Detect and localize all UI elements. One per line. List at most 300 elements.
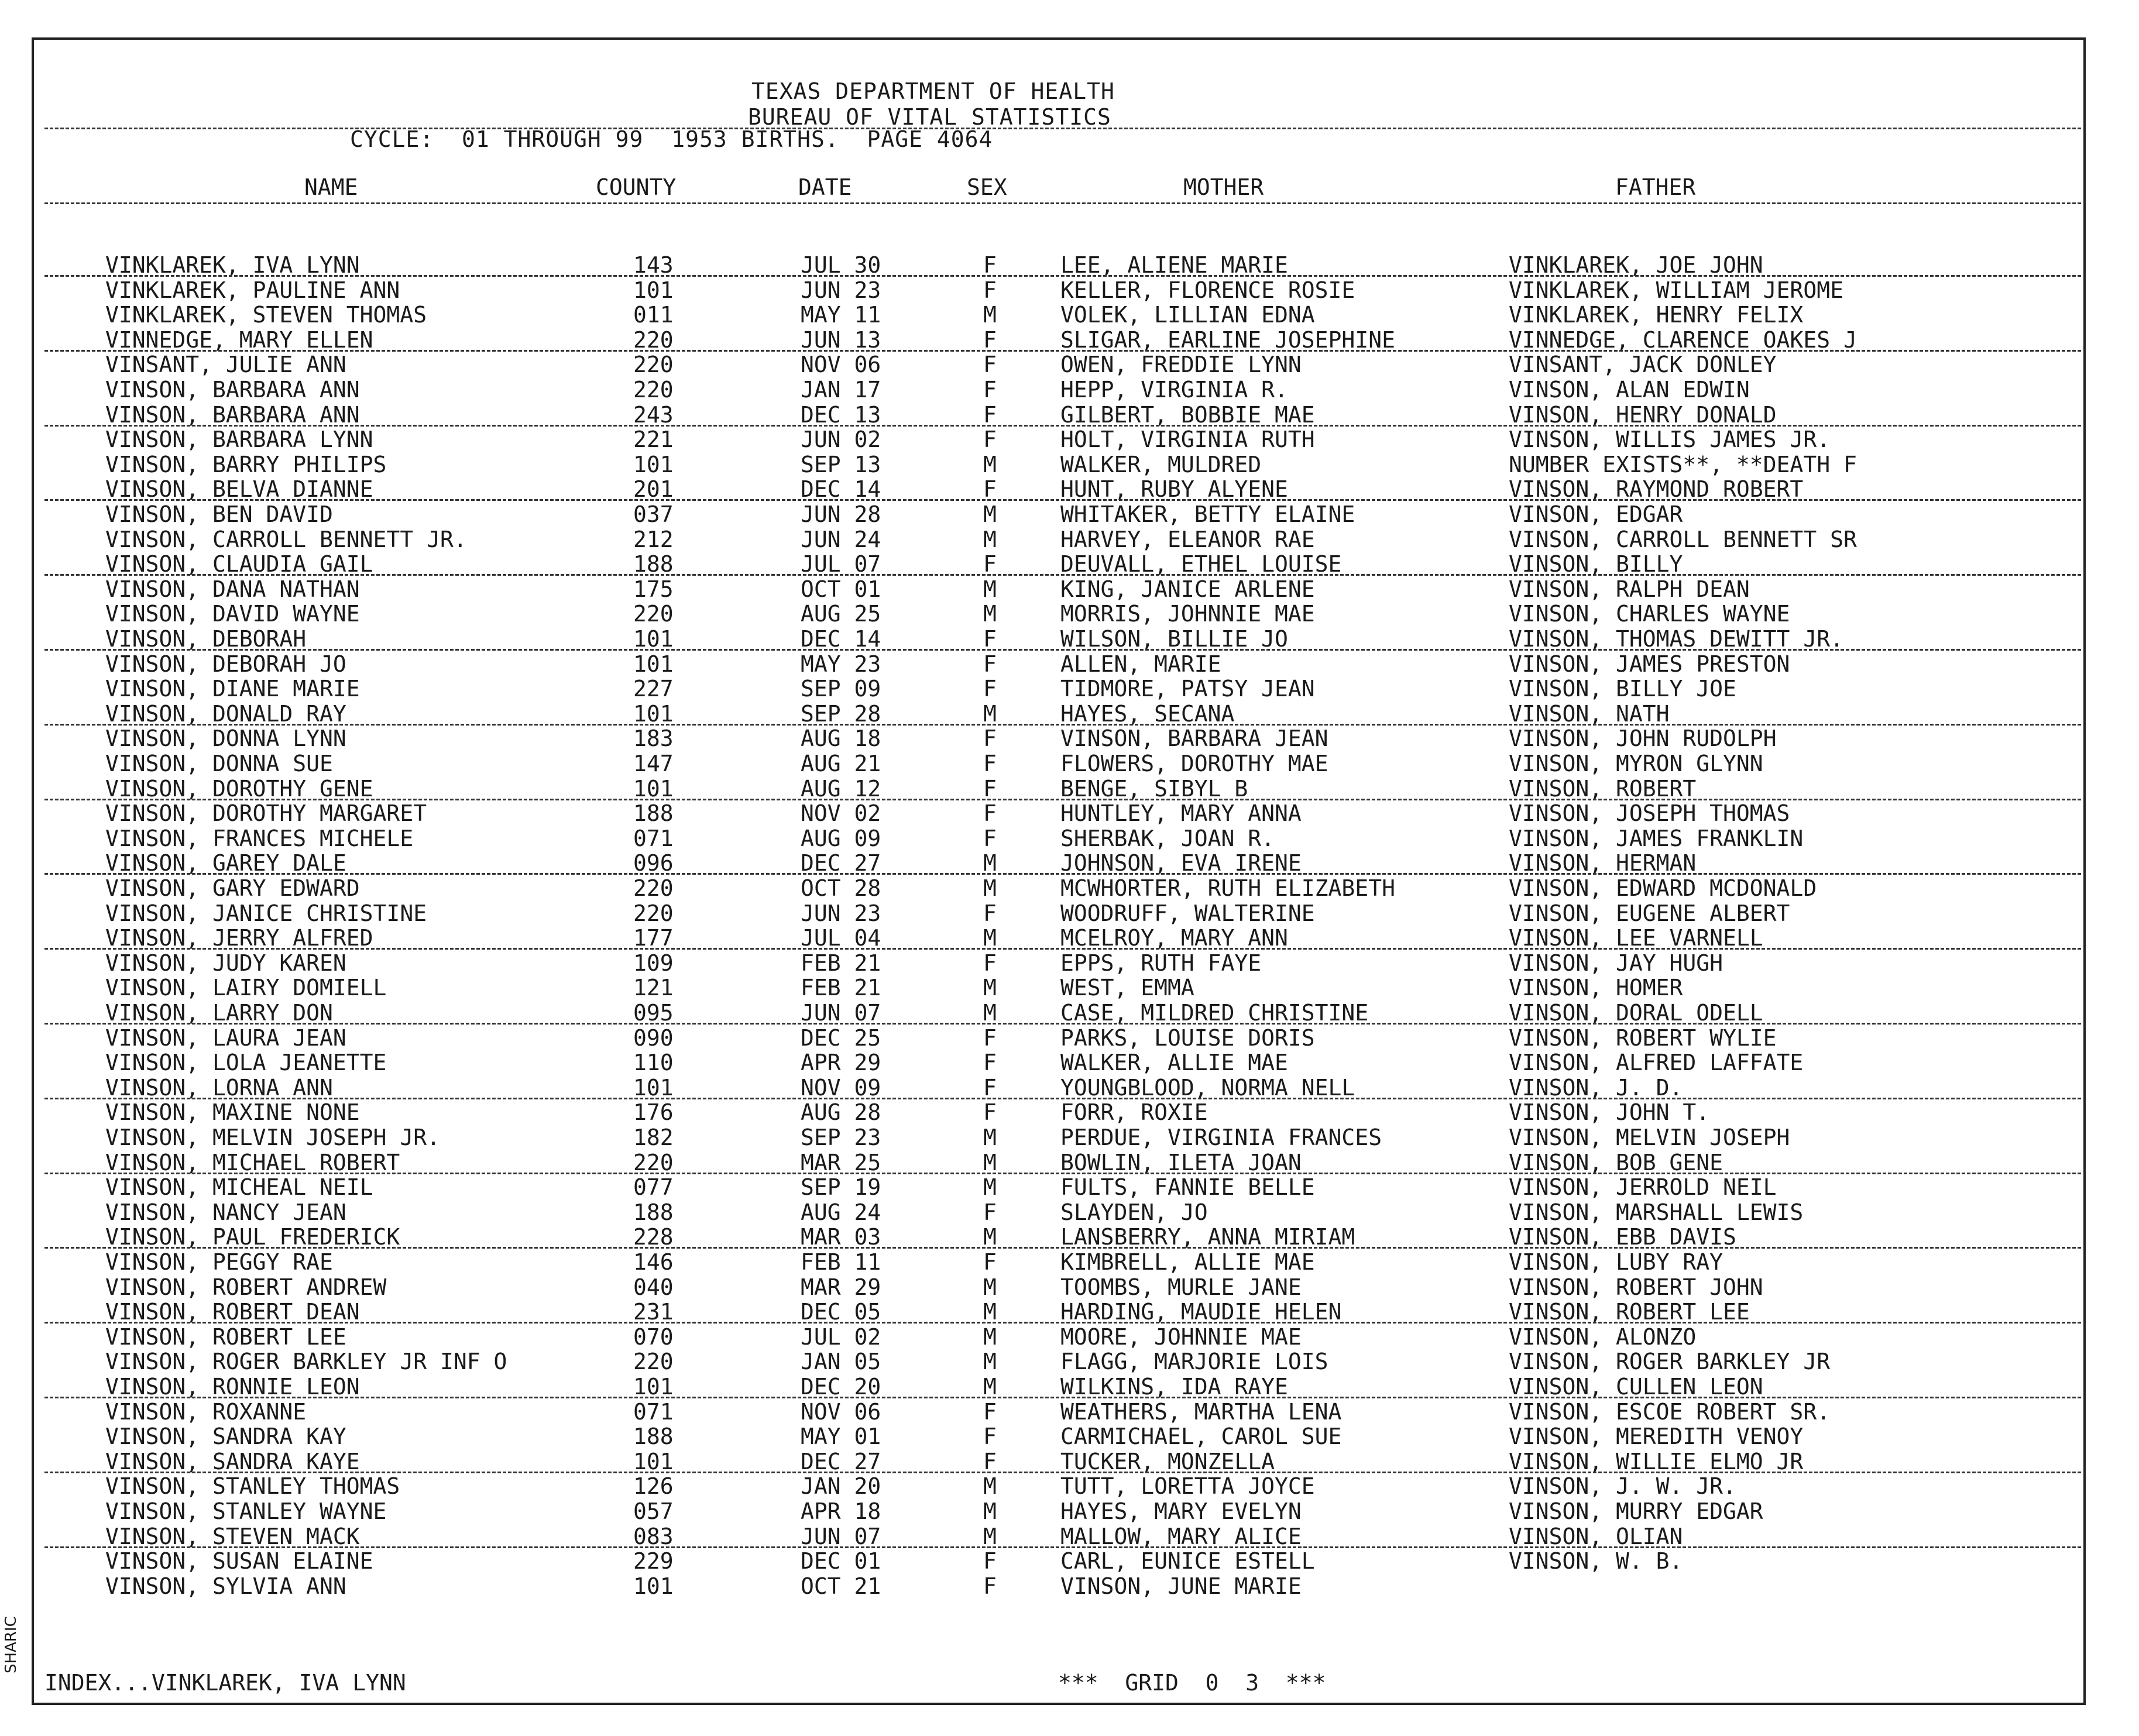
- cell-mother: HAYES, SECANA: [1060, 700, 1235, 727]
- cell-date: DEC 14: [801, 476, 881, 503]
- table-row: [0, 1075, 2139, 1101]
- cell-father: VINSON, ROBERT JOHN: [1509, 1274, 1763, 1300]
- cell-sex: F: [983, 427, 997, 453]
- cell-sex: M: [983, 1374, 997, 1400]
- cell-father: VINNEDGE, CLARENCE OAKES J: [1509, 326, 1857, 353]
- cell-sex: F: [983, 1548, 997, 1575]
- cell-county: 188: [633, 800, 674, 827]
- cell-date: DEC 13: [801, 401, 881, 428]
- cell-father: VINSON, CULLEN LEON: [1509, 1374, 1763, 1400]
- cell-father: VINSON, JOSEPH THOMAS: [1509, 800, 1790, 827]
- table-row: [0, 776, 2139, 802]
- table-row: [0, 1300, 2139, 1325]
- cell-mother: VOLEK, LILLIAN EDNA: [1060, 302, 1315, 328]
- cell-date: DEC 25: [801, 1025, 881, 1051]
- cell-father: VINSON, ESCOE ROBERT SR.: [1509, 1398, 1831, 1425]
- cell-name: VINSON, ROXANNE: [105, 1398, 307, 1425]
- table-row: [0, 1250, 2139, 1275]
- cell-county: 227: [633, 676, 674, 702]
- cell-county: 121: [633, 975, 674, 1001]
- cell-date: AUG 12: [801, 775, 881, 802]
- cell-name: VINSON, STANLEY THOMAS: [105, 1473, 400, 1500]
- cell-father: VINSON, ALFRED LAFFATE: [1509, 1050, 1804, 1076]
- cell-date: JUN 13: [801, 326, 881, 353]
- cell-date: DEC 05: [801, 1299, 881, 1325]
- cell-county: 220: [633, 601, 674, 627]
- cell-mother: HEPP, VIRGINIA R.: [1060, 377, 1288, 403]
- table-row: [0, 253, 2139, 278]
- table-row: [0, 1125, 2139, 1150]
- table-row: [0, 403, 2139, 428]
- cell-sex: M: [983, 302, 997, 328]
- table-row: [0, 876, 2139, 901]
- table-row: [0, 527, 2139, 552]
- cell-sex: M: [983, 1149, 997, 1175]
- cell-name: VINSON, LAIRY DOMIELL: [105, 975, 387, 1001]
- cell-father: VINSON, JAMES FRANKLIN: [1509, 825, 1804, 851]
- cell-name: VINSON, MAXINE NONE: [105, 1099, 360, 1126]
- cell-name: VINSON, BARBARA ANN: [105, 377, 360, 403]
- cell-county: 057: [633, 1498, 674, 1524]
- table-row: [0, 702, 2139, 727]
- cell-father: VINSON, BILLY: [1509, 551, 1683, 577]
- cell-date: MAR 25: [801, 1149, 881, 1175]
- table-row: [0, 1225, 2139, 1250]
- cell-father: VINSON, ROBERT WYLIE: [1509, 1025, 1777, 1051]
- table-row: [0, 278, 2139, 303]
- cell-father: VINSON, DORAL ODELL: [1509, 1000, 1763, 1026]
- row-group-rule: [44, 724, 2081, 726]
- cell-county: 231: [633, 1299, 674, 1325]
- cell-sex: M: [983, 1523, 997, 1549]
- cell-name: VINSON, CARROLL BENNETT JR.: [105, 526, 467, 552]
- cell-county: 090: [633, 1025, 674, 1051]
- cell-date: AUG 21: [801, 751, 881, 776]
- cell-mother: JOHNSON, EVA IRENE: [1060, 850, 1302, 876]
- cell-mother: LEE, ALIENE MARIE: [1060, 252, 1288, 278]
- cell-name: VINKLAREK, IVA LYNN: [105, 252, 360, 278]
- table-row: [0, 377, 2139, 403]
- cell-date: SEP 13: [801, 451, 881, 477]
- cell-name: VINSON, LORNA ANN: [105, 1074, 333, 1101]
- col-county-header: COUNTY: [596, 174, 677, 200]
- cell-father: VINSON, ALONZO: [1509, 1324, 1697, 1350]
- cell-mother: WHITAKER, BETTY ELAINE: [1060, 501, 1355, 527]
- cell-father: VINSON, LUBY RAY: [1509, 1249, 1723, 1275]
- row-group-rule: [44, 1472, 2081, 1473]
- cell-mother: PARKS, LOUISE DORIS: [1060, 1025, 1315, 1051]
- cell-date: MAY 23: [801, 651, 881, 677]
- table-row: [0, 601, 2139, 627]
- index-label: INDEX...VINKLAREK, IVA LYNN: [44, 1670, 406, 1696]
- cell-date: FEB 11: [801, 1249, 881, 1275]
- cell-name: VINSON, ROBERT DEAN: [105, 1299, 360, 1325]
- row-group-rule: [44, 1546, 2081, 1548]
- cell-name: VINNEDGE, MARY ELLEN: [105, 326, 373, 353]
- cell-sex: F: [983, 1398, 997, 1425]
- cell-date: OCT 01: [801, 576, 881, 602]
- cell-sex: F: [983, 800, 997, 827]
- cell-mother: ALLEN, MARIE: [1060, 651, 1221, 677]
- cell-county: 228: [633, 1224, 674, 1250]
- cell-county: 243: [633, 401, 674, 428]
- cell-name: VINSON, DEBORAH: [105, 626, 307, 652]
- cell-county: 101: [633, 700, 674, 727]
- cell-mother: SLIGAR, EARLINE JOSEPHINE: [1060, 326, 1395, 353]
- cell-county: 109: [633, 950, 674, 976]
- cell-sex: M: [983, 1000, 997, 1026]
- cell-county: 220: [633, 900, 674, 926]
- cell-date: DEC 20: [801, 1374, 881, 1400]
- column-header-rule: [44, 202, 2081, 204]
- cell-county: 188: [633, 1424, 674, 1450]
- table-row: [0, 1050, 2139, 1075]
- cell-sex: F: [983, 1448, 997, 1474]
- table-row: [0, 1374, 2139, 1400]
- cell-county: 101: [633, 651, 674, 677]
- cell-mother: HUNTLEY, MARY ANNA: [1060, 800, 1302, 827]
- cell-father: VINSON, JAY HUGH: [1509, 950, 1723, 976]
- cell-father: VINSON, JAMES PRESTON: [1509, 651, 1790, 677]
- cell-father: VINSON, JOHN T.: [1509, 1099, 1710, 1126]
- cell-county: 077: [633, 1174, 674, 1201]
- cell-county: 095: [633, 1000, 674, 1026]
- col-date-header: DATE: [798, 174, 852, 200]
- cell-sex: F: [983, 551, 997, 577]
- cell-county: 101: [633, 1448, 674, 1474]
- table-row: [0, 552, 2139, 577]
- cell-name: VINSON, BARBARA ANN: [105, 401, 360, 428]
- cell-sex: F: [983, 1573, 997, 1599]
- cell-date: MAR 03: [801, 1224, 881, 1250]
- cell-sex: M: [983, 1274, 997, 1300]
- cell-mother: BENGE, SIBYL B: [1060, 775, 1248, 802]
- cell-date: OCT 28: [801, 875, 881, 901]
- table-row: [0, 1574, 2139, 1599]
- cell-county: 147: [633, 751, 674, 776]
- cell-county: 101: [633, 277, 674, 303]
- cell-county: 110: [633, 1050, 674, 1076]
- cell-sex: F: [983, 900, 997, 926]
- cell-date: JUN 02: [801, 427, 881, 453]
- cell-father: VINSON, EUGENE ALBERT: [1509, 900, 1790, 926]
- cell-mother: HUNT, RUBY ALYENE: [1060, 476, 1288, 503]
- cell-sex: F: [983, 277, 997, 303]
- cell-date: JUN 23: [801, 900, 881, 926]
- cell-county: 188: [633, 1199, 674, 1225]
- cell-father: VINSON, MYRON GLYNN: [1509, 751, 1763, 776]
- cell-date: AUG 24: [801, 1199, 881, 1225]
- table-row: [0, 1275, 2139, 1300]
- cell-mother: YOUNGBLOOD, NORMA NELL: [1060, 1074, 1355, 1101]
- cell-mother: DEUVALL, ETHEL LOUISE: [1060, 551, 1342, 577]
- cell-county: 220: [633, 326, 674, 353]
- cell-father: VINSON, EDWARD MCDONALD: [1509, 875, 1817, 901]
- cell-father: VINSON, ROBERT LEE: [1509, 1299, 1750, 1325]
- cell-county: 182: [633, 1125, 674, 1150]
- cell-county: 101: [633, 1074, 674, 1101]
- col-mother-header: MOTHER: [1183, 174, 1264, 200]
- cell-mother: KING, JANICE ARLENE: [1060, 576, 1315, 602]
- cell-county: 177: [633, 925, 674, 951]
- cell-date: FEB 21: [801, 975, 881, 1001]
- cell-father: VINSON, EBB DAVIS: [1509, 1224, 1736, 1250]
- cell-county: 101: [633, 1573, 674, 1599]
- row-group-rule: [44, 425, 2081, 427]
- cell-sex: F: [983, 751, 997, 776]
- cell-county: 101: [633, 1374, 674, 1400]
- table-row: [0, 1026, 2139, 1051]
- cell-mother: OWEN, FREDDIE LYNN: [1060, 352, 1302, 378]
- cell-name: VINSON, LARRY DON: [105, 1000, 333, 1026]
- cell-name: VINSON, SANDRA KAY: [105, 1424, 346, 1450]
- cell-father: VINKLAREK, WILLIAM JEROME: [1509, 277, 1843, 303]
- side-stamp: SHARIC: [2, 1616, 20, 1673]
- cell-father: VINSON, HOMER: [1509, 975, 1683, 1001]
- cell-sex: F: [983, 1074, 997, 1101]
- cell-county: 037: [633, 501, 674, 527]
- cell-sex: M: [983, 925, 997, 951]
- cell-sex: M: [983, 1299, 997, 1325]
- cell-mother: WILKINS, IDA RAYE: [1060, 1374, 1288, 1400]
- cell-county: 220: [633, 377, 674, 403]
- table-row: [0, 302, 2139, 328]
- cell-sex: M: [983, 1324, 997, 1350]
- table-row: [0, 801, 2139, 826]
- cell-name: VINSON, STANLEY WAYNE: [105, 1498, 387, 1524]
- cell-name: VINSON, NANCY JEAN: [105, 1199, 346, 1225]
- table-row: [0, 1424, 2139, 1449]
- cell-name: VINSON, BEN DAVID: [105, 501, 333, 527]
- cell-name: VINSON, DAVID WAYNE: [105, 601, 360, 627]
- cell-mother: WEATHERS, MARTHA LENA: [1060, 1398, 1342, 1425]
- cell-mother: MALLOW, MARY ALICE: [1060, 1523, 1302, 1549]
- cell-county: 188: [633, 551, 674, 577]
- cell-county: 071: [633, 1398, 674, 1425]
- cell-sex: F: [983, 476, 997, 503]
- cell-mother: VINSON, JUNE MARIE: [1060, 1573, 1302, 1599]
- cell-date: AUG 18: [801, 726, 881, 752]
- row-group-rule: [44, 1322, 2081, 1324]
- col-name-header: NAME: [304, 174, 358, 200]
- cell-mother: CARMICHAEL, CAROL SUE: [1060, 1424, 1342, 1450]
- table-row: [0, 1001, 2139, 1026]
- cell-sex: F: [983, 252, 997, 278]
- cell-sex: F: [983, 1199, 997, 1225]
- cell-mother: BOWLIN, ILETA JOAN: [1060, 1149, 1302, 1175]
- cell-father: VINSON, OLIAN: [1509, 1523, 1683, 1549]
- cell-father: VINSON, CARROLL BENNETT SR: [1509, 526, 1857, 552]
- cell-date: JUN 07: [801, 1523, 881, 1549]
- table-row: [0, 1150, 2139, 1175]
- cell-name: VINKLAREK, STEVEN THOMAS: [105, 302, 427, 328]
- cell-sex: F: [983, 1099, 997, 1126]
- cell-date: MAY 11: [801, 302, 881, 328]
- table-row: [0, 1100, 2139, 1125]
- bureau-title: BUREAU OF VITAL STATISTICS: [748, 104, 1111, 130]
- cell-mother: SLAYDEN, JO: [1060, 1199, 1208, 1225]
- cell-name: VINSON, MELVIN JOSEPH JR.: [105, 1125, 440, 1150]
- table-row: [0, 427, 2139, 452]
- cell-mother: FLOWERS, DOROTHY MAE: [1060, 751, 1328, 776]
- cell-sex: M: [983, 576, 997, 602]
- cell-name: VINSON, DOROTHY MARGARET: [105, 800, 427, 827]
- cell-county: 101: [633, 626, 674, 652]
- cell-name: VINSON, GARY EDWARD: [105, 875, 360, 901]
- cell-sex: F: [983, 626, 997, 652]
- cell-date: MAY 01: [801, 1424, 881, 1450]
- cell-mother: SHERBAK, JOAN R.: [1060, 825, 1275, 851]
- cell-name: VINKLAREK, PAULINE ANN: [105, 277, 400, 303]
- table-row: [0, 502, 2139, 527]
- cell-name: VINSON, PEGGY RAE: [105, 1249, 333, 1275]
- cell-name: VINSON, JANICE CHRISTINE: [105, 900, 427, 926]
- cell-county: 126: [633, 1473, 674, 1500]
- cell-date: NOV 06: [801, 352, 881, 378]
- cell-date: SEP 23: [801, 1125, 881, 1150]
- cell-date: JUL 30: [801, 252, 881, 278]
- cell-date: DEC 27: [801, 1448, 881, 1474]
- table-row: [0, 627, 2139, 652]
- cell-date: JAN 20: [801, 1473, 881, 1500]
- cell-mother: VINSON, BARBARA JEAN: [1060, 726, 1328, 752]
- cell-mother: MCWHORTER, RUTH ELIZABETH: [1060, 875, 1395, 901]
- cell-date: OCT 21: [801, 1573, 881, 1599]
- cell-sex: F: [983, 651, 997, 677]
- cell-mother: HARVEY, ELEANOR RAE: [1060, 526, 1315, 552]
- table-row: [0, 1325, 2139, 1350]
- cell-sex: M: [983, 1125, 997, 1150]
- row-group-rule: [44, 948, 2081, 950]
- cell-county: 146: [633, 1249, 674, 1275]
- cell-sex: M: [983, 875, 997, 901]
- cell-father: VINSON, MELVIN JOSEPH: [1509, 1125, 1790, 1150]
- cell-mother: EPPS, RUTH FAYE: [1060, 950, 1262, 976]
- cell-sex: F: [983, 401, 997, 428]
- cell-sex: M: [983, 501, 997, 527]
- cell-father: VINSANT, JACK DONLEY: [1509, 352, 1777, 378]
- cell-sex: F: [983, 1025, 997, 1051]
- cell-date: JAN 17: [801, 377, 881, 403]
- cell-mother: KELLER, FLORENCE ROSIE: [1060, 277, 1355, 303]
- cell-sex: F: [983, 1249, 997, 1275]
- cell-sex: F: [983, 825, 997, 851]
- cell-father: VINSON, HERMAN: [1509, 850, 1697, 876]
- cell-father: VINSON, BOB GENE: [1509, 1149, 1723, 1175]
- cell-sex: F: [983, 950, 997, 976]
- row-group-rule: [44, 1023, 2081, 1025]
- cell-father: VINSON, THOMAS DEWITT JR.: [1509, 626, 1843, 652]
- cell-date: AUG 28: [801, 1099, 881, 1126]
- row-group-rule: [44, 799, 2081, 800]
- cell-date: APR 29: [801, 1050, 881, 1076]
- cell-mother: WEST, EMMA: [1060, 975, 1194, 1001]
- cell-name: VINSON, CLAUDIA GAIL: [105, 551, 373, 577]
- cell-sex: F: [983, 676, 997, 702]
- cell-name: VINSON, ROBERT LEE: [105, 1324, 346, 1350]
- cell-county: 221: [633, 427, 674, 453]
- cell-father: VINSON, J. D.: [1509, 1074, 1683, 1101]
- table-row: [0, 751, 2139, 776]
- table-row: [0, 477, 2139, 502]
- cell-father: VINSON, CHARLES WAYNE: [1509, 601, 1790, 627]
- cell-mother: HOLT, VIRGINIA RUTH: [1060, 427, 1315, 453]
- cell-date: DEC 01: [801, 1548, 881, 1575]
- cell-mother: TOOMBS, MURLE JANE: [1060, 1274, 1302, 1300]
- cell-sex: M: [983, 1498, 997, 1524]
- cell-name: VINSON, SANDRA KAYE: [105, 1448, 360, 1474]
- cell-mother: TUTT, LORETTA JOYCE: [1060, 1473, 1315, 1500]
- cell-name: VINSON, DEBORAH JO: [105, 651, 346, 677]
- cell-date: SEP 28: [801, 700, 881, 727]
- table-row: [0, 452, 2139, 477]
- table-row: [0, 1549, 2139, 1574]
- cell-mother: TUCKER, MONZELLA: [1060, 1448, 1275, 1474]
- cell-name: VINSON, SUSAN ELAINE: [105, 1548, 373, 1575]
- cell-sex: F: [983, 326, 997, 353]
- cell-name: VINSON, LOLA JEANETTE: [105, 1050, 387, 1076]
- table-row: [0, 328, 2139, 353]
- cell-date: JUN 24: [801, 526, 881, 552]
- cell-mother: FLAGG, MARJORIE LOIS: [1060, 1349, 1328, 1375]
- cell-date: JUN 28: [801, 501, 881, 527]
- cell-sex: M: [983, 700, 997, 727]
- cell-father: VINSON, MURRY EDGAR: [1509, 1498, 1763, 1524]
- cell-father: VINSON, MARSHALL LEWIS: [1509, 1199, 1804, 1225]
- cell-father: VINSON, HENRY DONALD: [1509, 401, 1777, 428]
- cell-name: VINSON, FRANCES MICHELE: [105, 825, 414, 851]
- cell-date: NOV 09: [801, 1074, 881, 1101]
- cell-father: VINSON, LEE VARNELL: [1509, 925, 1763, 951]
- cell-mother: HARDING, MAUDIE HELEN: [1060, 1299, 1342, 1325]
- cell-mother: MCELROY, MARY ANN: [1060, 925, 1288, 951]
- grid-label: *** GRID 0 3 ***: [1058, 1670, 1326, 1696]
- cell-father: VINSON, JERROLD NEIL: [1509, 1174, 1777, 1201]
- cell-name: VINSON, DONALD RAY: [105, 700, 346, 727]
- cell-sex: M: [983, 451, 997, 477]
- cell-father: VINSON, ROBERT: [1509, 775, 1697, 802]
- cell-sex: F: [983, 726, 997, 752]
- cell-father: VINKLAREK, HENRY FELIX: [1509, 302, 1804, 328]
- table-row: [0, 652, 2139, 677]
- cell-county: 070: [633, 1324, 674, 1350]
- cell-mother: FORR, ROXIE: [1060, 1099, 1208, 1126]
- cell-name: VINSON, SYLVIA ANN: [105, 1573, 346, 1599]
- table-row: [0, 577, 2139, 602]
- table-row: [0, 726, 2139, 751]
- cell-county: 220: [633, 1349, 674, 1375]
- cell-name: VINSON, JUDY KAREN: [105, 950, 346, 976]
- cell-name: VINSON, DONNA SUE: [105, 751, 333, 776]
- cell-name: VINSON, MICHEAL NEIL: [105, 1174, 373, 1201]
- cell-date: NOV 06: [801, 1398, 881, 1425]
- cell-name: VINSON, ROGER BARKLEY JR INF O: [105, 1349, 507, 1375]
- cell-sex: F: [983, 1050, 997, 1076]
- cell-sex: M: [983, 1349, 997, 1375]
- cell-name: VINSON, STEVEN MACK: [105, 1523, 360, 1549]
- cell-mother: GILBERT, BOBBIE MAE: [1060, 401, 1315, 428]
- cell-county: 201: [633, 476, 674, 503]
- cell-mother: MOORE, JOHNNIE MAE: [1060, 1324, 1302, 1350]
- cell-sex: M: [983, 975, 997, 1001]
- cell-mother: CARL, EUNICE ESTELL: [1060, 1548, 1315, 1575]
- cell-name: VINSON, BELVA DIANNE: [105, 476, 373, 503]
- agency-title: TEXAS DEPARTMENT OF HEALTH: [751, 78, 1115, 104]
- cell-mother: WOODRUFF, WALTERINE: [1060, 900, 1315, 926]
- cell-county: 176: [633, 1099, 674, 1126]
- cell-name: VINSANT, JULIE ANN: [105, 352, 346, 378]
- cell-date: FEB 21: [801, 950, 881, 976]
